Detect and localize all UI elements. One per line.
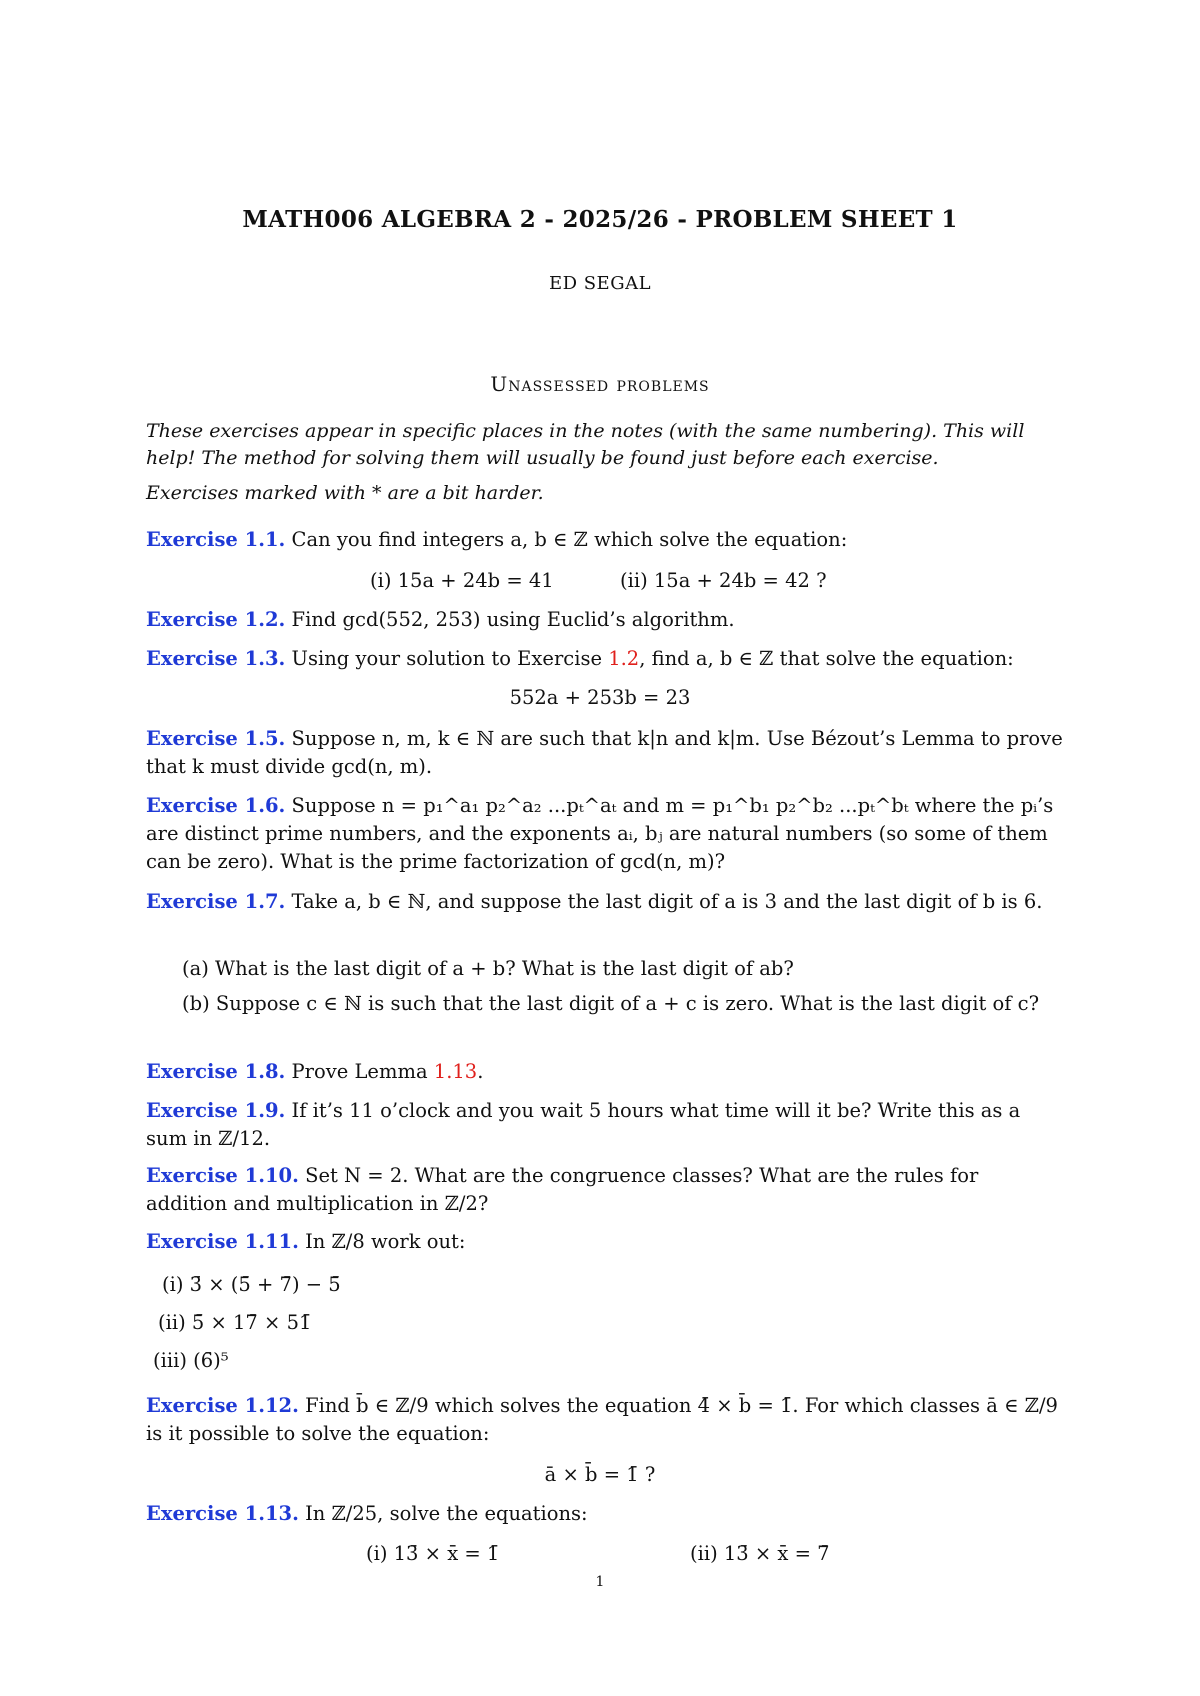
exercise-text: Find b̄ ∈ ℤ/9 which solves the equation 4̄ × b̄ = 1̄. For which classes ā ∈ ℤ/9 is it possible to solve the equation: <box>146 1394 1058 1445</box>
exercise-1-2 <box>146 606 1064 634</box>
exercise-text: Set N = 2. What are the congruence classes? What are the rules for addition and multiplication in ℤ/2? <box>146 1164 979 1215</box>
exercise-label: Exercise 1.7. <box>146 890 286 913</box>
exercise-1-5 <box>146 725 1064 781</box>
exercise-text: Suppose n = p₁^a₁ p₂^a₂ ...pₜ^aₜ and m = p₁^b₁ p₂^b₂ ...pₜ^bₜ where the pᵢ’s are distinct <box>146 794 1054 845</box>
exercise-label: Exercise 1.10. <box>146 1164 299 1187</box>
exercise-1-11-part-ii: (ii) 5̄ × 17̄ × 51̄ <box>158 1311 312 1334</box>
section-heading: Unassessed problems <box>490 372 710 396</box>
author: ED SEGAL <box>548 273 652 294</box>
exercise-1-9 <box>146 1097 1064 1153</box>
exercise-label: Exercise 1.8. <box>146 1060 286 1083</box>
exercise-label: Exercise 1.13. <box>146 1502 299 1525</box>
exercise-1-7-part-b: (b) Suppose c ∈ ℕ is such that the last digit of a + c is zero. What is the last digit of c? <box>182 992 1040 1015</box>
exercise-1-3 <box>146 645 1064 673</box>
exercise-text-end: . <box>477 1060 484 1083</box>
exercise-text: Find gcd(552, 253) using Euclid’s algorithm. <box>291 608 735 631</box>
lemma-reference-link[interactable]: 1.13 <box>433 1060 478 1083</box>
exercise-1-11-part-iii: (iii) (6̄)⁵ <box>153 1349 229 1372</box>
exercise-1-13-part-i: (i) 13̄ × x̄ = 1̄ <box>366 1542 500 1565</box>
exercise-label: Exercise 1.1. <box>146 528 286 551</box>
exercise-text: Can you find integers a, b ∈ ℤ which solve the equation: <box>291 528 848 551</box>
exercise-1-13-part-ii: (ii) 13̄ × x̄ = 7̄ <box>690 1542 830 1565</box>
equation-i: (i) 15a + 24b = 41 <box>370 569 554 592</box>
exercise-text: In ℤ/8 work out: <box>305 1230 466 1253</box>
exercise-label: Exercise 1.3. <box>146 647 286 670</box>
exercise-1-12 <box>146 1392 1064 1448</box>
equation-display: 552a + 253b = 23 <box>509 686 691 709</box>
exercise-1-13 <box>146 1500 1064 1528</box>
exercise-1-8 <box>146 1058 1064 1086</box>
intro-note: Exercises marked with * are a bit harder. <box>146 482 544 504</box>
exercise-label: Exercise 1.9. <box>146 1099 286 1122</box>
page-title: MATH006 ALGEBRA 2 - 2025/26 - PROBLEM SHEET 1 <box>242 206 958 233</box>
exercise-label: Exercise 1.2. <box>146 608 286 631</box>
exercise-text: Using your solution to Exercise <box>291 647 609 670</box>
exercise-label: Exercise 1.5. <box>146 727 286 750</box>
exercise-1-7 <box>146 888 1064 916</box>
exercise-1-1 <box>146 526 1064 554</box>
exercise-text: Prove Lemma <box>291 1060 434 1083</box>
exercise-label: Exercise 1.11. <box>146 1230 299 1253</box>
equation-display: ā × b̄ = 1̄ ? <box>544 1463 656 1486</box>
exercise-1-6 <box>146 792 1064 876</box>
page-number: 1 <box>595 1574 605 1590</box>
exercise-text: If it’s 11 o’clock and you wait 5 hours what time will it be? Write this as a sum in ℤ/12. <box>146 1099 1021 1150</box>
exercise-text-cont: prime numbers, and the exponents aᵢ, bⱼ are natural numbers (so some of them can be zero). What is the prime factorization of gcd(n, m)? <box>146 822 1048 873</box>
equation-ii: (ii) 15a + 24b = 42 ? <box>620 569 827 592</box>
exercise-1-11-part-i: (i) 3̄ × (5̄ + 7̄) − 5̄ <box>162 1273 341 1296</box>
exercise-text: In ℤ/25, solve the equations: <box>305 1502 588 1525</box>
exercise-text: Take a, b ∈ ℕ, and suppose the last digit of a is 3 and the last digit of b is 6. <box>291 890 1043 913</box>
exercise-text-cont: , find a, b ∈ ℤ that solve the equation: <box>639 647 1014 670</box>
intro-paragraph: These exercises appear in specific places in the notes (with the same numbering). This will help! The method for solving them will usually be found just before each exercise. <box>146 420 1025 469</box>
exercise-1-7-part-a: (a) What is the last digit of a + b? What is the last digit of ab? <box>182 957 794 980</box>
exercise-1-11 <box>146 1228 1064 1256</box>
exercise-text: Suppose n, m, k ∈ ℕ are such that k|n and k|m. Use Bézout’s Lemma to prove that k must divide gcd(n, m). <box>146 727 1063 778</box>
exercise-reference-link[interactable]: 1.2 <box>608 647 640 670</box>
exercise-1-10 <box>146 1162 1064 1218</box>
exercise-label: Exercise 1.12. <box>146 1394 299 1417</box>
exercise-label: Exercise 1.6. <box>146 794 286 817</box>
